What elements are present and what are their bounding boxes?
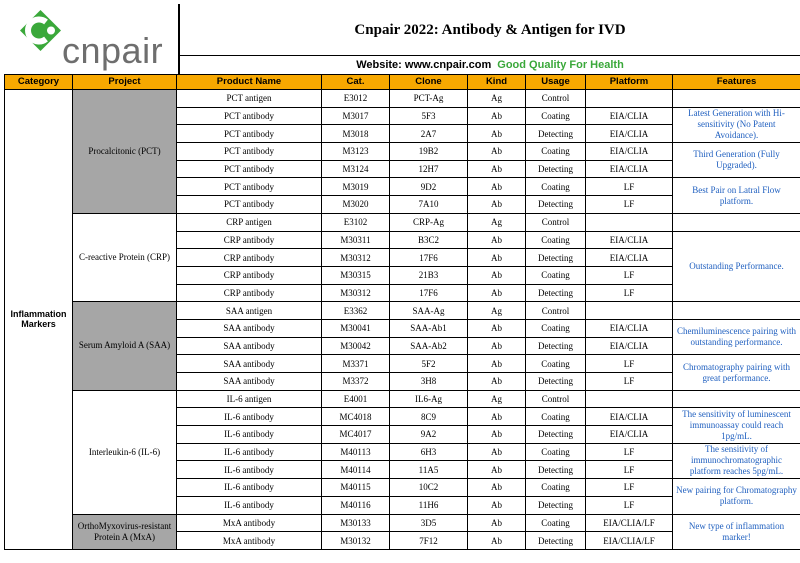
platform-cell: EIA/CLIA/LF: [586, 532, 673, 550]
product-name-cell: CRP antigen: [177, 213, 322, 231]
usage-cell: Coating: [526, 443, 586, 461]
product-name-cell: SAA antibody: [177, 373, 322, 391]
cat-cell: M30133: [322, 514, 390, 532]
table-row: [5, 390, 800, 408]
platform-cell: [586, 90, 673, 108]
product-name-cell: PCT antibody: [177, 160, 322, 178]
cat-cell: M3124: [322, 160, 390, 178]
usage-cell: Detecting: [526, 373, 586, 391]
platform-cell: EIA/CLIA: [586, 231, 673, 249]
kind-cell: Ab: [468, 408, 526, 426]
platform-cell: EIA/CLIA: [586, 319, 673, 337]
table-row: [5, 213, 800, 231]
kind-cell: Ag: [468, 90, 526, 108]
kind-cell: Ag: [468, 390, 526, 408]
kind-cell: Ab: [468, 496, 526, 514]
cat-cell: M3017: [322, 107, 390, 125]
platform-cell: EIA/CLIA: [586, 125, 673, 143]
product-name-cell: PCT antibody: [177, 178, 322, 196]
kind-cell: Ab: [468, 107, 526, 125]
usage-cell: Coating: [526, 479, 586, 497]
cat-cell: M30041: [322, 319, 390, 337]
usage-cell: Coating: [526, 143, 586, 161]
kind-cell: Ab: [468, 266, 526, 284]
kind-cell: Ab: [468, 461, 526, 479]
product-name-cell: PCT antibody: [177, 143, 322, 161]
slogan: Good Quality For Health: [497, 58, 624, 71]
header-product-name: Product Name: [177, 75, 322, 90]
kind-cell: Ab: [468, 443, 526, 461]
usage-cell: Coating: [526, 178, 586, 196]
cat-cell: E3012: [322, 90, 390, 108]
cat-cell: E3362: [322, 302, 390, 320]
usage-cell: Control: [526, 213, 586, 231]
cat-cell: M40114: [322, 461, 390, 479]
usage-cell: Coating: [526, 408, 586, 426]
product-name-cell: SAA antibody: [177, 337, 322, 355]
platform-cell: LF: [586, 284, 673, 302]
platform-cell: [586, 213, 673, 231]
cat-cell: MC4018: [322, 408, 390, 426]
usage-cell: Detecting: [526, 532, 586, 550]
product-name-cell: MxA antibody: [177, 514, 322, 532]
clone-cell: 3D5: [390, 514, 468, 532]
cat-cell: M40116: [322, 496, 390, 514]
platform-cell: EIA/CLIA: [586, 143, 673, 161]
product-name-cell: PCT antibody: [177, 196, 322, 214]
features-cell: Outstanding Performance.: [673, 231, 800, 302]
category-cell: Inflammation Markers: [5, 90, 73, 550]
header-category: Category: [5, 75, 73, 90]
usage-cell: Coating: [526, 514, 586, 532]
clone-cell: 17F6: [390, 284, 468, 302]
clone-cell: SAA-Ag: [390, 302, 468, 320]
product-name-cell: CRP antibody: [177, 284, 322, 302]
logo-c-icon: [17, 7, 64, 54]
usage-cell: Control: [526, 90, 586, 108]
platform-cell: EIA/CLIA/LF: [586, 514, 673, 532]
kind-cell: Ab: [468, 514, 526, 532]
project-cell: C-reactive Protein (CRP): [73, 213, 177, 301]
platform-cell: EIA/CLIA: [586, 107, 673, 125]
table-body: [5, 90, 800, 550]
platform-cell: LF: [586, 178, 673, 196]
product-name-cell: SAA antibody: [177, 355, 322, 373]
platform-cell: [586, 390, 673, 408]
cat-cell: M3019: [322, 178, 390, 196]
usage-cell: Coating: [526, 266, 586, 284]
platform-cell: EIA/CLIA: [586, 426, 673, 444]
table-row: [5, 302, 800, 320]
kind-cell: Ab: [468, 231, 526, 249]
clone-cell: 7A10: [390, 196, 468, 214]
features-cell: The sensitivity of immunochromatographic platform reaches 5pg/mL.: [673, 443, 800, 478]
table-row: [5, 90, 800, 108]
platform-cell: LF: [586, 196, 673, 214]
platform-cell: LF: [586, 373, 673, 391]
cat-cell: M30315: [322, 266, 390, 284]
kind-cell: Ab: [468, 284, 526, 302]
clone-cell: 17F6: [390, 249, 468, 267]
project-cell: Serum Amyloid A (SAA): [73, 302, 177, 390]
kind-cell: Ab: [468, 373, 526, 391]
kind-cell: Ab: [468, 196, 526, 214]
clone-cell: 6H3: [390, 443, 468, 461]
kind-cell: Ag: [468, 302, 526, 320]
cat-cell: M30312: [322, 249, 390, 267]
logo: [4, 4, 177, 74]
features-cell: Latest Generation with Hi-sensitivity (No Patent Avoidance).: [673, 107, 800, 142]
features-cell: Chromatography pairing with great performance.: [673, 355, 800, 390]
clone-cell: SAA-Ab1: [390, 319, 468, 337]
clone-cell: IL6-Ag: [390, 390, 468, 408]
usage-cell: Detecting: [526, 160, 586, 178]
platform-cell: EIA/CLIA: [586, 408, 673, 426]
product-name-cell: IL-6 antibody: [177, 496, 322, 514]
logo-wordmark: cnpair: [62, 30, 164, 71]
features-cell: Chemiluminescence pairing with outstanding performance.: [673, 319, 800, 354]
clone-cell: 21B3: [390, 266, 468, 284]
platform-cell: LF: [586, 266, 673, 284]
platform-cell: [586, 302, 673, 320]
project-cell: Procalcitonic (PCT): [73, 90, 177, 214]
platform-cell: EIA/CLIA: [586, 160, 673, 178]
clone-cell: 10C2: [390, 479, 468, 497]
platform-cell: EIA/CLIA: [586, 337, 673, 355]
clone-cell: 19B2: [390, 143, 468, 161]
kind-cell: Ab: [468, 178, 526, 196]
features-cell: New type of inflammation marker!: [673, 514, 800, 549]
clone-cell: 8C9: [390, 408, 468, 426]
features-cell: [673, 390, 800, 408]
kind-cell: Ag: [468, 213, 526, 231]
clone-cell: SAA-Ab2: [390, 337, 468, 355]
usage-cell: Detecting: [526, 496, 586, 514]
project-cell: OrthoMyxovirus-resistant Protein A (MxA): [73, 514, 177, 549]
product-name-cell: PCT antigen: [177, 90, 322, 108]
usage-cell: Coating: [526, 319, 586, 337]
product-name-cell: CRP antibody: [177, 266, 322, 284]
usage-cell: Detecting: [526, 284, 586, 302]
features-cell: Third Generation (Fully Upgraded).: [673, 143, 800, 178]
cat-cell: MC4017: [322, 426, 390, 444]
cat-cell: M30132: [322, 532, 390, 550]
clone-cell: 5F3: [390, 107, 468, 125]
clone-cell: 9D2: [390, 178, 468, 196]
cat-cell: M3123: [322, 143, 390, 161]
kind-cell: Ab: [468, 249, 526, 267]
website-line: [180, 56, 800, 73]
features-cell: [673, 90, 800, 108]
kind-cell: Ab: [468, 160, 526, 178]
product-name-cell: IL-6 antibody: [177, 426, 322, 444]
cat-cell: M40115: [322, 479, 390, 497]
kind-cell: Ab: [468, 479, 526, 497]
header-usage: Usage: [526, 75, 586, 90]
header-cat: Cat.: [322, 75, 390, 90]
table-row: [5, 514, 800, 532]
product-name-cell: IL-6 antibody: [177, 408, 322, 426]
usage-cell: Detecting: [526, 337, 586, 355]
page-title: Cnpair 2022: Antibody & Antigen for IVD: [354, 21, 626, 38]
platform-cell: LF: [586, 443, 673, 461]
product-name-cell: IL-6 antigen: [177, 390, 322, 408]
platform-cell: LF: [586, 355, 673, 373]
product-name-cell: SAA antigen: [177, 302, 322, 320]
platform-cell: LF: [586, 461, 673, 479]
clone-cell: B3C2: [390, 231, 468, 249]
kind-cell: Ab: [468, 355, 526, 373]
website-link[interactable]: Website: www.cnpair.com: [356, 58, 492, 71]
features-cell: Best Pair on Latral Flow platform.: [673, 178, 800, 213]
cat-cell: M3371: [322, 355, 390, 373]
clone-cell: 7F12: [390, 532, 468, 550]
cat-cell: M3020: [322, 196, 390, 214]
platform-cell: EIA/CLIA: [586, 249, 673, 267]
project-cell: Interleukin-6 (IL-6): [73, 390, 177, 514]
product-name-cell: IL-6 antibody: [177, 479, 322, 497]
product-name-cell: MxA antibody: [177, 532, 322, 550]
product-name-cell: IL-6 antibody: [177, 461, 322, 479]
product-name-cell: CRP antibody: [177, 231, 322, 249]
clone-cell: 2A7: [390, 125, 468, 143]
platform-cell: LF: [586, 479, 673, 497]
clone-cell: 5F2: [390, 355, 468, 373]
kind-cell: Ab: [468, 337, 526, 355]
features-cell: The sensitivity of luminescent immunoassay could reach 1pg/mL.: [673, 408, 800, 443]
usage-cell: Detecting: [526, 125, 586, 143]
cat-cell: M30042: [322, 337, 390, 355]
product-table: [4, 74, 800, 550]
table-header-row: [5, 75, 800, 90]
kind-cell: Ab: [468, 125, 526, 143]
cat-cell: E3102: [322, 213, 390, 231]
platform-cell: LF: [586, 496, 673, 514]
features-cell: [673, 302, 800, 320]
usage-cell: Coating: [526, 107, 586, 125]
cat-cell: M30312: [322, 284, 390, 302]
usage-cell: Control: [526, 302, 586, 320]
clone-cell: 11H6: [390, 496, 468, 514]
clone-cell: 12H7: [390, 160, 468, 178]
usage-cell: Detecting: [526, 196, 586, 214]
cat-cell: M3018: [322, 125, 390, 143]
clone-cell: 9A2: [390, 426, 468, 444]
clone-cell: 3H8: [390, 373, 468, 391]
kind-cell: Ab: [468, 426, 526, 444]
product-name-cell: PCT antibody: [177, 107, 322, 125]
kind-cell: Ab: [468, 532, 526, 550]
clone-cell: 11A5: [390, 461, 468, 479]
features-cell: [673, 213, 800, 231]
usage-cell: Coating: [526, 231, 586, 249]
usage-cell: Detecting: [526, 461, 586, 479]
product-name-cell: CRP antibody: [177, 249, 322, 267]
kind-cell: Ab: [468, 143, 526, 161]
header-clone: Clone: [390, 75, 468, 90]
product-name-cell: PCT antibody: [177, 125, 322, 143]
clone-cell: CRP-Ag: [390, 213, 468, 231]
usage-cell: Detecting: [526, 249, 586, 267]
header-project: Project: [73, 75, 177, 90]
header-kind: Kind: [468, 75, 526, 90]
header-features: Features: [673, 75, 800, 90]
cat-cell: M3372: [322, 373, 390, 391]
usage-cell: Coating: [526, 355, 586, 373]
usage-cell: Detecting: [526, 426, 586, 444]
product-name-cell: SAA antibody: [177, 319, 322, 337]
cat-cell: E4001: [322, 390, 390, 408]
product-name-cell: IL-6 antibody: [177, 443, 322, 461]
kind-cell: Ab: [468, 319, 526, 337]
cat-cell: M40113: [322, 443, 390, 461]
header-platform: Platform: [586, 75, 673, 90]
clone-cell: PCT-Ag: [390, 90, 468, 108]
usage-cell: Control: [526, 390, 586, 408]
cat-cell: M30311: [322, 231, 390, 249]
features-cell: New pairing for Chromatography platform.: [673, 479, 800, 514]
